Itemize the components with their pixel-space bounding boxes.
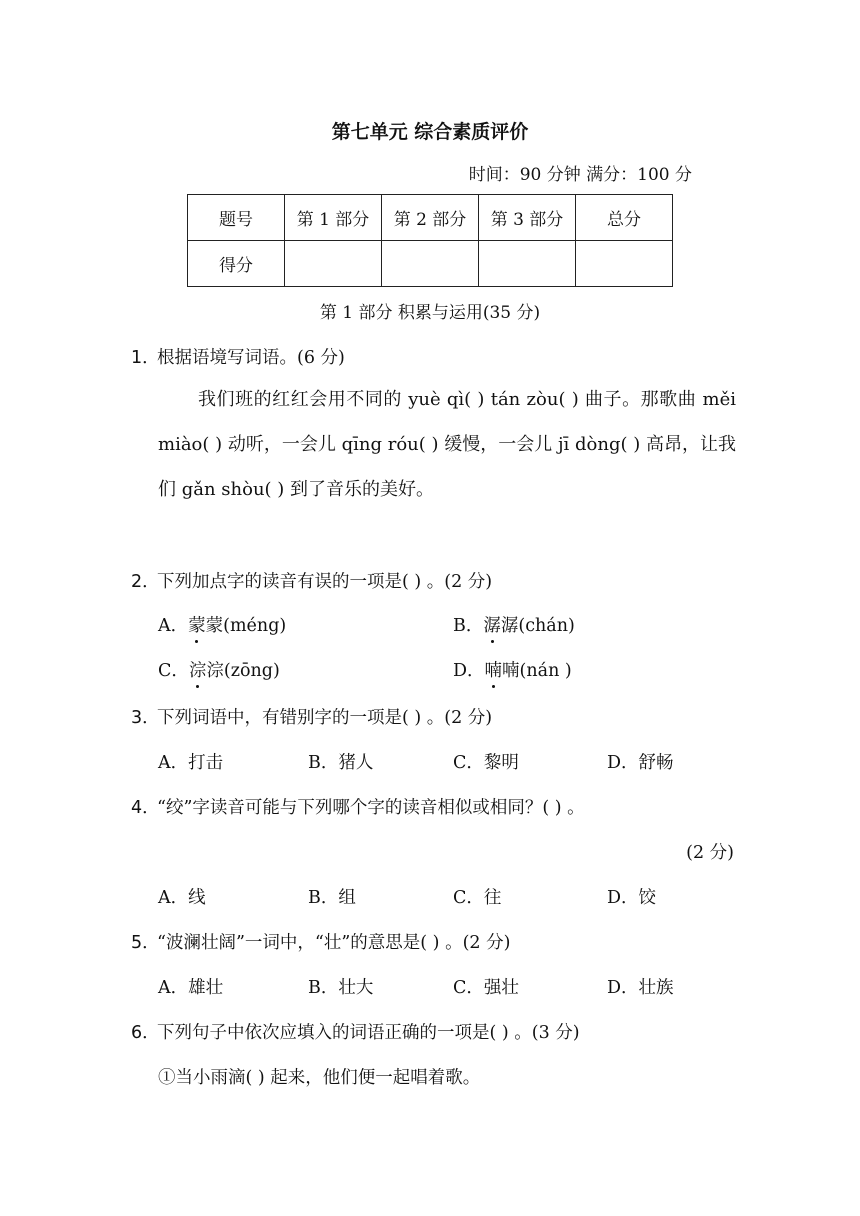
score-table-header: 第 3 部分 <box>479 195 576 241</box>
page-title: 第七单元 综合素质评价 <box>331 121 529 143</box>
option-d[interactable]: D．饺 <box>607 888 657 908</box>
option-b[interactable] <box>453 612 575 637</box>
option-b[interactable]: B．组 <box>308 888 356 908</box>
question-2 <box>131 568 492 593</box>
score-cell[interactable] <box>479 241 576 287</box>
option-c[interactable] <box>158 657 280 682</box>
option-a[interactable] <box>158 612 286 637</box>
question-3 <box>131 704 492 729</box>
question-stem: “绞”字读音可能与下列哪个字的读音相似或相同？( ) 。 <box>157 798 585 818</box>
score-cell[interactable] <box>382 241 479 287</box>
question-1-passage: 我们班的红红会用不同的 yuè qì( ) tán zòu( ) 曲子。那歌曲 měi miào( ) 动听，一会儿 qīng róu( ) 缓慢，一会儿 jī dòng( ) 高昂，让我们 gǎn shòu( ) 到了音乐的美好。 <box>158 389 736 500</box>
question-number: 6． <box>131 1023 160 1043</box>
option-label: C． <box>158 661 189 681</box>
option-label: D． <box>453 661 485 681</box>
score-table-header: 题号 <box>188 195 285 241</box>
question-number: 2． <box>131 572 160 592</box>
score-table-score-row <box>188 241 673 287</box>
option-text: 淙(zōng) <box>206 661 280 681</box>
question-4 <box>131 794 585 819</box>
question-stem: 根据语境写词语。(6 分) <box>157 348 345 368</box>
dotted-char: 喃 <box>485 657 503 682</box>
option-label: B． <box>453 616 484 636</box>
score-table-header: 总分 <box>576 195 673 241</box>
option-a[interactable]: A．打击 <box>158 753 224 773</box>
option-b[interactable]: B．猪人 <box>308 753 374 773</box>
question-number: 3． <box>131 708 160 728</box>
option-text: 蒙(méng) <box>205 616 287 636</box>
question-score: (2 分) <box>686 843 734 863</box>
question-number: 5． <box>131 933 160 953</box>
question-1 <box>131 344 345 369</box>
option-a[interactable]: A．线 <box>158 888 206 908</box>
score-cell[interactable] <box>576 241 673 287</box>
option-label: A． <box>158 616 189 636</box>
option-b[interactable]: B．壮大 <box>308 978 374 998</box>
dotted-char: 潺 <box>483 612 501 637</box>
dotted-char: 蒙 <box>188 612 206 637</box>
exam-meta: 时间：90 分钟 满分：100 分 <box>468 165 692 185</box>
question-number: 4． <box>131 798 160 818</box>
score-table-header: 第 2 部分 <box>382 195 479 241</box>
question-number: 1． <box>131 348 160 368</box>
score-table-header-row <box>188 195 673 241</box>
option-d[interactable] <box>453 657 572 682</box>
option-c[interactable]: C．往 <box>453 888 502 908</box>
question-5 <box>131 929 510 954</box>
option-d[interactable]: D．壮族 <box>607 978 674 998</box>
option-text: 喃(nán ) <box>502 661 572 681</box>
option-text: 潺(chán) <box>500 616 575 636</box>
score-table-header: 第 1 部分 <box>285 195 382 241</box>
question-6 <box>131 1019 580 1044</box>
question-stem: 下列加点字的读音有误的一项是( ) 。(2 分) <box>157 572 493 592</box>
option-d[interactable]: D．舒畅 <box>607 753 674 773</box>
option-c[interactable]: C．黎明 <box>453 753 519 773</box>
section-heading: 第 1 部分 积累与运用(35 分) <box>319 303 541 323</box>
score-cell[interactable] <box>285 241 382 287</box>
option-a[interactable]: A．雄壮 <box>158 978 224 998</box>
option-c[interactable]: C．强壮 <box>453 978 519 998</box>
question-6-sentence-1: ①当小雨滴( ) 起来，他们便一起唱着歌。 <box>158 1068 481 1088</box>
score-row-label: 得分 <box>188 241 285 287</box>
question-stem: “波澜壮阔”一词中，“壮”的意思是( ) 。(2 分) <box>157 933 511 953</box>
score-table <box>187 194 673 287</box>
question-stem: 下列词语中，有错别字的一项是( ) 。(2 分) <box>157 708 493 728</box>
question-stem: 下列句子中依次应填入的词语正确的一项是( ) 。(3 分) <box>157 1023 580 1043</box>
dotted-char: 淙 <box>189 657 207 682</box>
